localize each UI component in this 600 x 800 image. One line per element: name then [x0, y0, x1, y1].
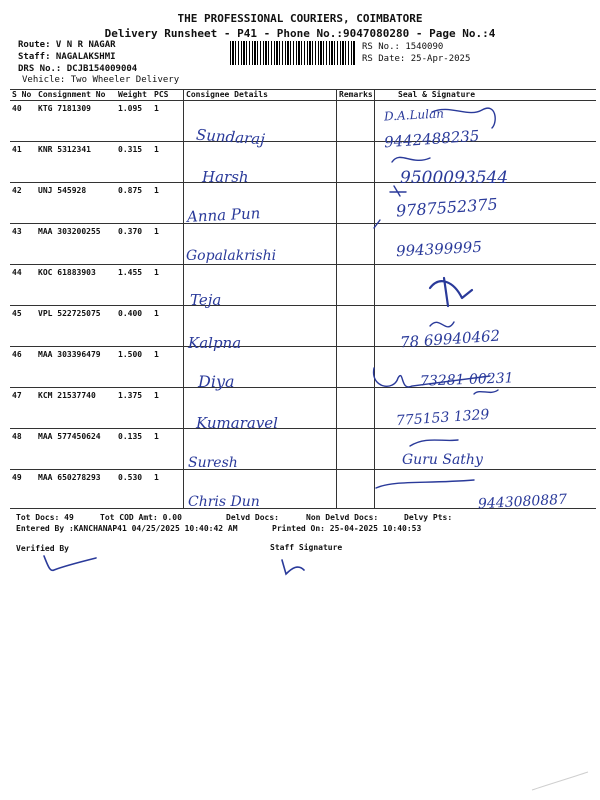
col-remarks: Remarks	[339, 90, 373, 99]
cell-sno: 41	[10, 142, 36, 183]
cell-pcs: 1	[152, 224, 184, 265]
total-docs: Tot Docs: 49	[16, 513, 74, 522]
cell-pcs: 1	[152, 265, 184, 306]
cell-weight: 0.530	[116, 470, 152, 511]
non-delivered-docs: Non Delvd Docs:	[306, 513, 379, 522]
cell-sno: 47	[10, 388, 36, 429]
printed-on: Printed On: 25-04-2025 10:40:53	[272, 524, 422, 533]
signature-stroke	[376, 480, 474, 488]
cell-sno: 49	[10, 470, 36, 511]
cell-sno: 48	[10, 429, 36, 470]
handwritten-phone: 9443080887	[477, 491, 568, 513]
col-pcs: PCS	[152, 90, 184, 101]
col-sno: S No	[10, 90, 36, 101]
entered-by: Entered By :KANCHANAP41 04/25/2025 10:40:42 AM	[16, 524, 238, 533]
handwritten-name: Kalpna	[188, 334, 242, 352]
cell-pcs: 1	[152, 101, 184, 142]
handwritten-name: Chris Dun	[188, 494, 260, 510]
handwritten-name: Teja	[190, 291, 222, 309]
handwritten-name: Kumaravel	[196, 414, 278, 432]
signature-stroke	[392, 157, 430, 162]
handwritten-name: Sundaraj	[195, 125, 266, 149]
total-cod-amount: Tot COD Amt: 0.00	[100, 513, 182, 522]
rs-number: RS No.: 1540090	[362, 42, 444, 52]
cell-pcs: 1	[152, 470, 184, 511]
verifier-signature	[40, 552, 100, 576]
handwritten-phone: 9787552375	[395, 194, 499, 221]
cell-consignment: MAA 303396479	[36, 347, 116, 388]
signature-stroke	[374, 220, 380, 228]
company-title: THE PROFESSIONAL COURIERS, COIMBATORE	[177, 12, 423, 25]
handwritten-name: Anna Pun	[186, 204, 261, 226]
cell-sno: 40	[10, 101, 36, 142]
cell-pcs: 1	[152, 142, 184, 183]
column-divider	[183, 89, 184, 508]
delivered-docs: Delvd Docs:	[226, 513, 279, 522]
table-header-row	[10, 90, 596, 101]
delivery-points: Delvy Pts:	[404, 513, 453, 522]
cell-weight: 1.095	[116, 101, 152, 142]
cell-consignment: MAA 577450624	[36, 429, 116, 470]
handwritten-phone: 73281 00231	[419, 370, 514, 390]
cell-sno: 43	[10, 224, 36, 265]
cell-weight: 1.375	[116, 388, 152, 429]
route-label: Route: V N R NAGAR	[18, 40, 116, 50]
cell-sno: 42	[10, 183, 36, 224]
cell-sno: 45	[10, 306, 36, 347]
cell-weight: 0.135	[116, 429, 152, 470]
cell-sno: 46	[10, 347, 36, 388]
cell-pcs: 1	[152, 429, 184, 470]
cell-consignment: VPL 522725075	[36, 306, 116, 347]
handwritten-name: Gopalakrishi	[186, 248, 277, 264]
barcode-graphic	[230, 41, 356, 65]
cell-sno: 44	[10, 265, 36, 306]
cell-consignment: MAA 650278293	[36, 470, 116, 511]
cell-consignment: KCM 21537740	[36, 388, 116, 429]
signature-scribbles	[370, 100, 596, 510]
staff-signature-mark	[278, 556, 318, 578]
col-seal-signature: Seal & Signature	[374, 90, 596, 101]
cell-pcs: 1	[152, 183, 184, 224]
cell-consignment: UNJ 545928	[36, 183, 116, 224]
handwritten-phone: 775153 1329	[395, 406, 490, 430]
col-consignee: Consignee Details	[184, 90, 337, 101]
cell-weight: 1.455	[116, 265, 152, 306]
handwritten-phone: 78 69940462	[399, 326, 501, 352]
cell-weight: 0.370	[116, 224, 152, 265]
verified-by-label: Verified By	[16, 544, 69, 553]
cell-consignment: MAA 303200255	[36, 224, 116, 265]
vehicle-label: Vehicle: Two Wheeler Delivery	[22, 75, 180, 85]
cell-consignment: KOC 61883903	[36, 265, 116, 306]
handwritten-name: Diya	[198, 372, 235, 391]
col-weight: Weight	[116, 90, 152, 101]
column-divider	[336, 89, 337, 508]
col-consignment: Consignment No	[36, 90, 116, 101]
handwritten-name: Harsh	[202, 168, 249, 186]
staff-label: Staff: NAGALAKSHMI	[18, 52, 116, 62]
signature-stroke	[474, 390, 498, 394]
cell-weight: 0.875	[116, 183, 152, 224]
signature-stroke	[374, 368, 490, 387]
cell-weight: 0.315	[116, 142, 152, 183]
rs-date: RS Date: 25-Apr-2025	[362, 54, 471, 64]
handwritten-phone: 9442488235	[383, 126, 480, 152]
handwritten-name: Suresh	[188, 455, 238, 471]
signature-stroke	[430, 322, 454, 327]
signature-stroke	[432, 108, 495, 128]
handwritten-signature: Guru Sathy	[402, 452, 483, 468]
cell-pcs: 1	[152, 388, 184, 429]
cell-weight: 1.500	[116, 347, 152, 388]
paper-crease	[530, 770, 590, 792]
drs-number: DRS No.: DCJB154009004	[18, 64, 138, 74]
cell-consignment: KTG 7181309	[36, 101, 116, 142]
runsheet-subtitle: Delivery Runsheet - P41 - Phone No.:9047080280 - Page No.:4	[104, 27, 496, 40]
staff-signature-label: Staff Signature	[270, 543, 343, 552]
handwritten-phone: 9500093544	[400, 168, 509, 188]
handwritten-phone: 994399995	[395, 237, 483, 261]
cell-pcs: 1	[152, 306, 184, 347]
signature-stroke	[430, 278, 472, 306]
handwritten-signature: D.A.Lulan	[383, 106, 445, 124]
cell-pcs: 1	[152, 347, 184, 388]
cell-consignment: KNR 5312341	[36, 142, 116, 183]
signature-stroke	[410, 440, 458, 446]
signature-stroke	[390, 186, 406, 196]
cell-weight: 0.400	[116, 306, 152, 347]
